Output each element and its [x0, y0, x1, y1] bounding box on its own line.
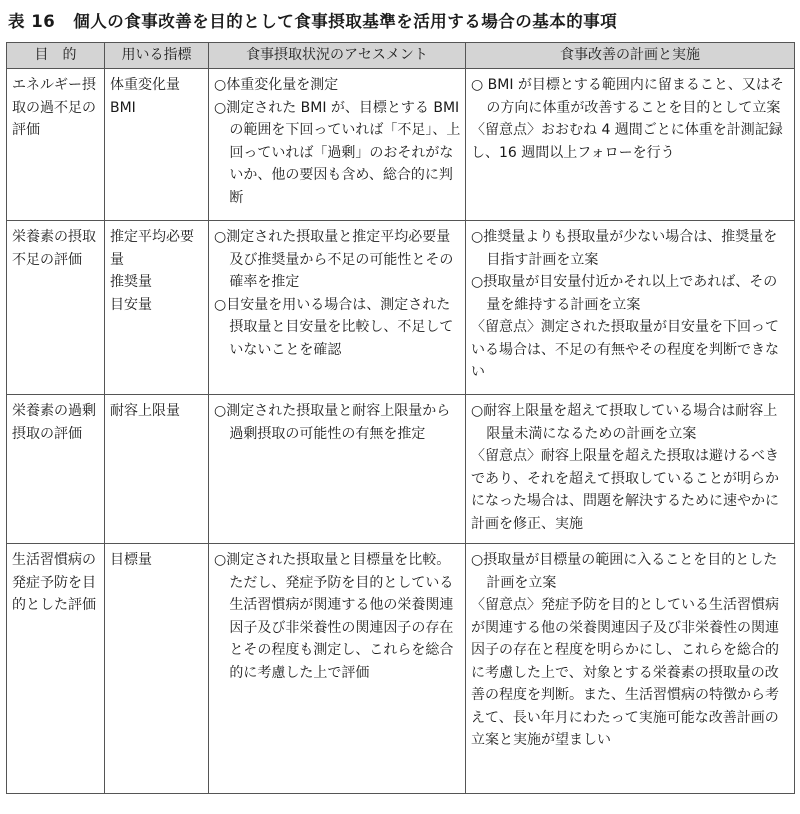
purpose-cell: エネルギー摂取の過不足の評価 — [7, 69, 105, 221]
plan-item: ○ BMI が目標とする範囲内に留まること、又はその方向に体重が改善することを目的として立案 — [471, 77, 784, 116]
table-caption — [8, 8, 800, 32]
indicator-cell — [105, 221, 209, 395]
indicator-cell — [105, 395, 209, 544]
indicator-item: 推奨量 — [110, 274, 152, 290]
assessment-item: ○体重変化量を測定 — [214, 77, 339, 93]
header-plan: 食事改善の計画と実施 — [466, 43, 795, 69]
plan-note: 〈留意点〉おおむね 4 週間ごとに体重を計測記録し、16 週間以上フォローを行う — [471, 122, 783, 161]
purpose-cell: 栄養素の過剰摂取の評価 — [7, 395, 105, 544]
assessment-cell — [209, 69, 466, 221]
indicator-item: BMI — [110, 99, 136, 116]
plan-cell — [466, 69, 795, 221]
indicator-cell — [105, 544, 209, 794]
assessment-item: ○測定された摂取量と耐容上限量から過剰摂取の可能性の有無を推定 — [214, 403, 451, 442]
assessment-item: ○測定された摂取量と推定平均必要量及び推奨量から不足の可能性とその確率を推定 — [214, 229, 454, 290]
plan-item: ○摂取量が目安量付近かそれ以上であれば、その量を維持する計画を立案 — [471, 274, 778, 313]
plan-item: ○摂取量が目標量の範囲に入ることを目的とした計画を立案 — [471, 552, 778, 591]
indicator-cell — [105, 69, 209, 221]
assessment-item: ○目安量を用いる場合は、測定された摂取量と目安量を比較し、不足していないことを確認 — [214, 296, 454, 358]
header-indicator: 用いる指標 — [105, 43, 209, 69]
indicator-item: 推定平均必要量 — [110, 229, 194, 268]
table-row — [7, 69, 795, 221]
assessment-item: ○測定された BMI が、目標とする BMI の範囲を下回っていれば「不足」、上回っていれば「過剰」のおそれがないか、他の要因も含め、総合的に判断 — [214, 99, 461, 206]
header-purpose: 目 的 — [7, 43, 105, 69]
table-title: 個人の食事改善を目的として食事摂取基準を活用する場合の基本的事項 — [73, 12, 618, 31]
plan-note: 〈留意点〉測定された摂取量が目安量を下回っている場合は、不足の有無やその程度を判断できない — [471, 319, 779, 380]
assessment-cell — [209, 544, 466, 794]
plan-note: 〈留意点〉発症予防を目的としている生活習慣病が関連する他の栄養関連因子及び非栄養性の関連因子の存在と程度を明らかにし、これらを総合的に考慮した上で、対象とする栄養素の摂取量の改善の程度を判断。また、生活習慣病の特徴から考えて、長い年月にわたって実施可能な改善計画の立案と実施が望ましい — [471, 597, 779, 748]
intake-standards-table — [6, 42, 795, 794]
table-row — [7, 221, 795, 395]
plan-cell — [466, 395, 795, 544]
table-row — [7, 544, 795, 794]
table-row — [7, 395, 795, 544]
header-assessment: 食事摂取状況のアセスメント — [209, 43, 466, 69]
assessment-cell — [209, 395, 466, 544]
assessment-item: ○測定された摂取量と目標量を比較。ただし、発症予防を目的としている生活習慣病が関連する他の栄養関連因子及び非栄養性の関連因子の存在とその程度も測定し、これらを総合的に考慮した上で評価 — [214, 552, 454, 681]
indicator-item: 体重変化量 — [110, 77, 180, 93]
plan-cell — [466, 544, 795, 794]
plan-note: 〈留意点〉耐容上限量を超えた摂取は避けるべきであり、それを超えて摂取していることが明らかになった場合は、問題を解決するために速やかに計画を修正、実施 — [471, 448, 779, 532]
indicator-item: 目標量 — [110, 552, 152, 568]
plan-item: ○推奨量よりも摂取量が少ない場合は、推奨量を目指す計画を立案 — [471, 229, 778, 268]
purpose-cell: 栄養素の摂取不足の評価 — [7, 221, 105, 395]
indicator-item: 目安量 — [110, 296, 152, 313]
indicator-item: 耐容上限量 — [110, 403, 180, 419]
assessment-cell — [209, 221, 466, 395]
header-row — [7, 43, 795, 69]
plan-item: ○耐容上限量を超えて摂取している場合は耐容上限量未満になるための計画を立案 — [471, 403, 778, 442]
purpose-cell: 生活習慣病の発症予防を目的とした評価 — [7, 544, 105, 794]
table-number: 表 16 — [8, 12, 56, 31]
plan-cell — [466, 221, 795, 395]
